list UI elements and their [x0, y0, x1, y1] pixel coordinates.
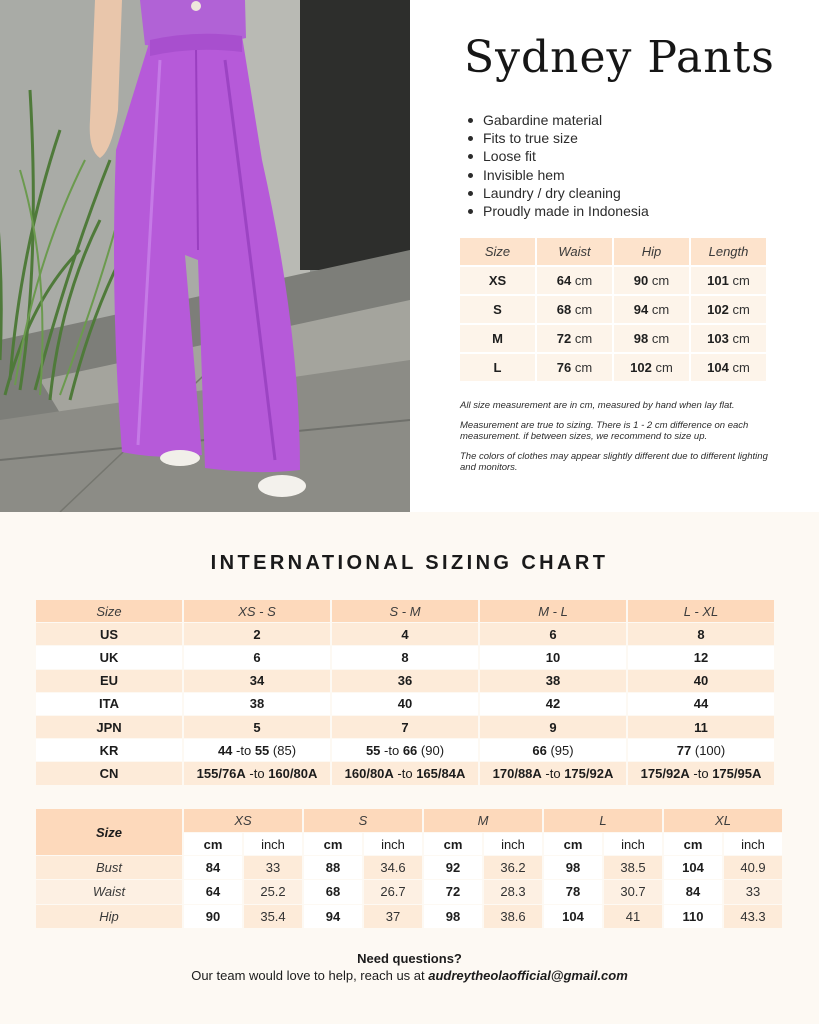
table-cell: 10: [480, 646, 626, 668]
row-label: CN: [36, 762, 182, 784]
row-label: UK: [36, 646, 182, 668]
header-cell: Size: [36, 600, 182, 622]
header-cell: Length: [691, 238, 766, 265]
body-measurement-table: [34, 808, 784, 929]
table-cell: 34: [184, 670, 330, 692]
row-label: ITA: [36, 693, 182, 715]
size-group-header: XL: [664, 809, 782, 832]
header-cell: Hip: [614, 238, 689, 265]
intl-header-row: [36, 600, 774, 622]
waist-cell: 76 cm: [537, 354, 612, 381]
table-cell: 44 -to 55 (85): [184, 739, 330, 761]
cm-value: 94: [304, 905, 362, 928]
inch-value: 25.2: [244, 880, 302, 903]
inch-value: 36.2: [484, 856, 542, 879]
row-label: KR: [36, 739, 182, 761]
inch-value: 34.6: [364, 856, 422, 879]
table-cell: 8: [332, 646, 478, 668]
size-cell: XS: [460, 267, 535, 294]
header-cell: L - XL: [628, 600, 774, 622]
table-cell: 40: [628, 670, 774, 692]
cm-value: 104: [664, 856, 722, 879]
cm-value: 104: [544, 905, 602, 928]
feature-list: [467, 111, 649, 220]
unit-header: cm: [544, 833, 602, 855]
table-cell: 12: [628, 646, 774, 668]
cm-value: 88: [304, 856, 362, 879]
note-text: The colors of clothes may appear slightly different due to different lighting and monitors.: [460, 451, 768, 473]
unit-header: inch: [244, 833, 302, 855]
inch-value: 30.7: [604, 880, 662, 903]
cm-value: 90: [184, 905, 242, 928]
row-label: JPN: [36, 716, 182, 738]
table-row: [36, 623, 774, 645]
table-cell: 6: [184, 646, 330, 668]
inch-value: 40.9: [724, 856, 782, 879]
row-label: Hip: [36, 905, 182, 928]
table-cell: 11: [628, 716, 774, 738]
table-cell: 2: [184, 623, 330, 645]
header-cell: M - L: [480, 600, 626, 622]
size-group-header: L: [544, 809, 662, 832]
table-cell: 44: [628, 693, 774, 715]
header-cell: Size: [460, 238, 535, 265]
inch-value: 33: [244, 856, 302, 879]
cm-value: 84: [184, 856, 242, 879]
inch-value: 38.5: [604, 856, 662, 879]
table-cell: 6: [480, 623, 626, 645]
table-cell: 38: [184, 693, 330, 715]
table-cell: 170/88A -to 175/92A: [480, 762, 626, 784]
table-row: [36, 739, 774, 761]
contact-footer: [0, 951, 819, 984]
contact-email-link[interactable]: audreytheolaofficial@gmail.com: [428, 968, 628, 983]
size-cell: L: [460, 354, 535, 381]
inch-value: 35.4: [244, 905, 302, 928]
waist-cell: 72 cm: [537, 325, 612, 352]
table-row: [36, 856, 782, 879]
length-cell: 104 cm: [691, 354, 766, 381]
table-row: [460, 325, 766, 352]
table-row: [460, 296, 766, 323]
length-cell: 103 cm: [691, 325, 766, 352]
table-cell: 42: [480, 693, 626, 715]
waist-cell: 64 cm: [537, 267, 612, 294]
table-row: [36, 880, 782, 903]
row-label: Waist: [36, 880, 182, 903]
table-cell: 77 (100): [628, 739, 774, 761]
footer-help-text: Our team would love to help, reach us at audreytheolaofficial@gmail.com: [191, 968, 628, 983]
row-label: Bust: [36, 856, 182, 879]
inch-value: 38.6: [484, 905, 542, 928]
unit-header: cm: [184, 833, 242, 855]
size-header: Size: [36, 809, 182, 855]
product-photo-illustration: [0, 0, 410, 512]
table-cell: 7: [332, 716, 478, 738]
table-cell: 8: [628, 623, 774, 645]
table-cell: 4: [332, 623, 478, 645]
row-label: EU: [36, 670, 182, 692]
unit-header: inch: [604, 833, 662, 855]
table-cell: 160/80A -to 165/84A: [332, 762, 478, 784]
header-cell: S - M: [332, 600, 478, 622]
product-title: Sydney Pants: [464, 32, 775, 83]
size-table-header: [460, 238, 766, 265]
table-cell: 66 (95): [480, 739, 626, 761]
footer-question: Need questions?: [357, 951, 462, 966]
header-cell: XS - S: [184, 600, 330, 622]
cm-value: 72: [424, 880, 482, 903]
table-row: [36, 670, 774, 692]
feature-item: Invisible hem: [467, 166, 649, 184]
inch-value: 33: [724, 880, 782, 903]
table-row: [36, 693, 774, 715]
inch-value: 26.7: [364, 880, 422, 903]
feature-item: Proudly made in Indonesia: [467, 202, 649, 220]
international-sizing-table: [34, 599, 776, 786]
inch-value: 41: [604, 905, 662, 928]
table-cell: 9: [480, 716, 626, 738]
cm-value: 98: [544, 856, 602, 879]
feature-item: Loose fit: [467, 147, 649, 165]
row-label: US: [36, 623, 182, 645]
unit-header: cm: [304, 833, 362, 855]
size-group-header: S: [304, 809, 422, 832]
note-text: All size measurement are in cm, measured by hand when lay flat.: [460, 400, 735, 411]
feature-item: Fits to true size: [467, 129, 649, 147]
length-cell: 101 cm: [691, 267, 766, 294]
unit-header: inch: [484, 833, 542, 855]
size-notes: [460, 400, 780, 482]
product-photo: [0, 0, 410, 512]
table-cell: 55 -to 66 (90): [332, 739, 478, 761]
cm-value: 110: [664, 905, 722, 928]
size-group-header: M: [424, 809, 542, 832]
table-cell: 155/76A -to 160/80A: [184, 762, 330, 784]
table-row: [460, 354, 766, 381]
hip-cell: 102 cm: [614, 354, 689, 381]
feature-item: Laundry / dry cleaning: [467, 184, 649, 202]
table-cell: 40: [332, 693, 478, 715]
meas-group-row: [36, 809, 782, 832]
waist-cell: 68 cm: [537, 296, 612, 323]
table-cell: 36: [332, 670, 478, 692]
product-size-table: [458, 236, 768, 383]
length-cell: 102 cm: [691, 296, 766, 323]
international-chart-title: INTERNATIONAL SIZING CHART: [210, 552, 609, 574]
hip-cell: 94 cm: [614, 296, 689, 323]
cm-value: 92: [424, 856, 482, 879]
table-cell: 38: [480, 670, 626, 692]
unit-header: cm: [424, 833, 482, 855]
table-row: [460, 267, 766, 294]
unit-header: inch: [724, 833, 782, 855]
unit-header: inch: [364, 833, 422, 855]
size-cell: S: [460, 296, 535, 323]
inch-value: 28.3: [484, 880, 542, 903]
cm-value: 68: [304, 880, 362, 903]
size-cell: M: [460, 325, 535, 352]
table-row: [36, 762, 774, 784]
table-row: [36, 646, 774, 668]
hip-cell: 90 cm: [614, 267, 689, 294]
inch-value: 43.3: [724, 905, 782, 928]
table-row: [36, 905, 782, 928]
cm-value: 64: [184, 880, 242, 903]
cm-value: 78: [544, 880, 602, 903]
inch-value: 37: [364, 905, 422, 928]
table-cell: 175/92A -to 175/95A: [628, 762, 774, 784]
header-cell: Waist: [537, 238, 612, 265]
size-group-header: XS: [184, 809, 302, 832]
unit-header: cm: [664, 833, 722, 855]
hip-cell: 98 cm: [614, 325, 689, 352]
cm-value: 98: [424, 905, 482, 928]
note-text: Measurement are true to sizing. There is 1 - 2 cm difference on each measurement. if between sizes, we recommend to size up.: [460, 420, 749, 442]
table-cell: 5: [184, 716, 330, 738]
cm-value: 84: [664, 880, 722, 903]
table-row: [36, 716, 774, 738]
feature-item: Gabardine material: [467, 111, 649, 129]
